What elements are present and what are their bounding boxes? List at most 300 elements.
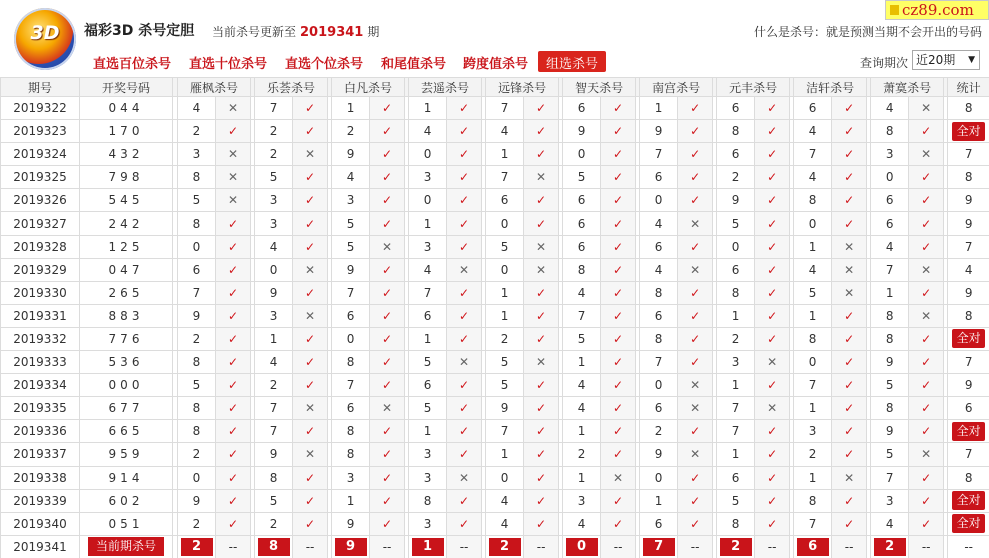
check-icon: ✓ (524, 143, 559, 166)
check-icon: ✓ (447, 397, 482, 420)
cross-icon: ✕ (216, 143, 251, 166)
issue-cell: 2019328 (1, 235, 80, 258)
check-icon: ✓ (216, 327, 251, 350)
check-icon: ✓ (216, 397, 251, 420)
check-icon: ✓ (755, 327, 790, 350)
check-icon: ✓ (678, 166, 713, 189)
kill-number: 6 (563, 189, 601, 212)
current-kill-number: 9 (335, 538, 367, 556)
col-expert-3: 白凡杀号 (332, 78, 405, 97)
check-icon: ✓ (447, 512, 482, 535)
kill-number: 3 (255, 212, 293, 235)
check-icon: ✓ (447, 281, 482, 304)
page-title: 福彩3D 杀号定胆 (84, 23, 195, 39)
kill-number: 5 (409, 397, 447, 420)
kill-number: 8 (794, 489, 832, 512)
check-icon: ✓ (370, 212, 405, 235)
current-kill-number: 0 (566, 538, 598, 556)
kill-number: 3 (871, 143, 909, 166)
kill-number: 0 (178, 235, 216, 258)
kill-number: 2 (640, 420, 678, 443)
check-icon: ✓ (447, 327, 482, 350)
check-icon: ✓ (909, 235, 944, 258)
check-icon: ✓ (524, 212, 559, 235)
check-icon: ✓ (755, 97, 790, 120)
check-icon: ✓ (678, 120, 713, 143)
stat-cell: 8 (948, 304, 989, 327)
kill-number: 6 (871, 212, 909, 235)
kill-number: 4 (255, 235, 293, 258)
pending-mark: -- (447, 535, 482, 558)
check-icon: ✓ (909, 212, 944, 235)
cross-icon: ✕ (909, 97, 944, 120)
cross-icon: ✕ (216, 189, 251, 212)
issue-cell: 2019327 (1, 212, 80, 235)
kill-number: 8 (255, 466, 293, 489)
cross-icon: ✕ (524, 166, 559, 189)
current-kill-cell (871, 535, 909, 558)
check-icon: ✓ (909, 351, 944, 374)
kill-number: 3 (255, 304, 293, 327)
kill-number: 8 (178, 212, 216, 235)
kill-number: 3 (332, 189, 370, 212)
table-row (1, 327, 989, 350)
check-icon: ✓ (909, 166, 944, 189)
pending-mark: -- (755, 535, 790, 558)
table-row (1, 189, 989, 212)
draw-number: 677 (80, 397, 173, 420)
kill-number: 7 (640, 143, 678, 166)
issue-cell: 2019331 (1, 304, 80, 327)
kill-number: 8 (717, 512, 755, 535)
stat-cell: 4 (948, 258, 989, 281)
check-icon: ✓ (755, 466, 790, 489)
kill-number: 8 (717, 281, 755, 304)
kill-number: 2 (563, 443, 601, 466)
update-suffix: 期 (367, 25, 380, 39)
current-kill-number: 7 (643, 538, 675, 556)
check-icon: ✓ (832, 443, 867, 466)
kill-number: 6 (640, 235, 678, 258)
kill-number: 3 (794, 420, 832, 443)
pending-mark: -- (601, 535, 636, 558)
kill-number: 5 (717, 489, 755, 512)
draw-number: 044 (80, 97, 173, 120)
kill-number: 9 (871, 420, 909, 443)
kill-number: 9 (717, 189, 755, 212)
site-square-icon (890, 5, 899, 15)
check-icon: ✓ (370, 443, 405, 466)
draw-number: 776 (80, 327, 173, 350)
header (0, 0, 989, 76)
chevron-down-icon: ▼ (968, 55, 975, 65)
kill-number: 4 (640, 258, 678, 281)
draw-number: 536 (80, 351, 173, 374)
check-icon: ✓ (293, 281, 328, 304)
check-icon: ✓ (755, 258, 790, 281)
kill-number: 1 (255, 327, 293, 350)
kill-number: 5 (178, 374, 216, 397)
kill-number: 1 (640, 489, 678, 512)
draw-number: 883 (80, 304, 173, 327)
kill-number: 2 (794, 443, 832, 466)
kill-number: 0 (255, 258, 293, 281)
kill-number: 1 (486, 443, 524, 466)
kill-number: 3 (409, 235, 447, 258)
current-kill-number: 6 (797, 538, 829, 556)
col-draw: 开奖号码 (80, 78, 173, 97)
cross-icon: ✕ (216, 97, 251, 120)
all-correct-badge: 全对 (952, 491, 985, 510)
kill-number: 3 (717, 351, 755, 374)
update-info (212, 23, 379, 40)
table-row (1, 212, 989, 235)
period-select[interactable] (912, 50, 980, 70)
current-kill-number: 2 (181, 538, 213, 556)
kill-number: 5 (332, 212, 370, 235)
kill-number: 7 (486, 166, 524, 189)
kill-number: 7 (640, 351, 678, 374)
issue-cell: 2019325 (1, 166, 80, 189)
kill-number: 5 (178, 189, 216, 212)
table-header-row (1, 78, 989, 97)
stat-cell (948, 512, 989, 535)
col-expert-2: 乐荟杀号 (255, 78, 328, 97)
kill-number: 6 (409, 374, 447, 397)
kill-number: 4 (563, 397, 601, 420)
current-kill-cell (794, 535, 832, 558)
check-icon: ✓ (447, 212, 482, 235)
current-kill-cell (717, 535, 755, 558)
all-correct-badge: 全对 (952, 329, 985, 348)
kill-number: 6 (409, 304, 447, 327)
check-icon: ✓ (601, 166, 636, 189)
check-icon: ✓ (601, 489, 636, 512)
table-row (1, 166, 989, 189)
kill-number: 1 (871, 281, 909, 304)
check-icon: ✓ (678, 235, 713, 258)
draw-number: 602 (80, 489, 173, 512)
stat-cell: 7 (948, 443, 989, 466)
kill-number: 1 (794, 304, 832, 327)
kill-number: 0 (409, 143, 447, 166)
check-icon: ✓ (293, 489, 328, 512)
check-icon: ✓ (524, 304, 559, 327)
kill-number: 8 (871, 120, 909, 143)
cross-icon: ✕ (678, 443, 713, 466)
check-icon: ✓ (524, 120, 559, 143)
kill-number: 4 (794, 258, 832, 281)
check-icon: ✓ (601, 443, 636, 466)
kill-number: 2 (717, 327, 755, 350)
kill-number: 9 (255, 281, 293, 304)
stat-cell: 7 (948, 351, 989, 374)
current-kill-cell (332, 535, 370, 558)
draw-number: 798 (80, 166, 173, 189)
pending-mark: -- (293, 535, 328, 558)
kill-number: 5 (332, 235, 370, 258)
stat-cell: 8 (948, 466, 989, 489)
current-kill-number: 2 (489, 538, 521, 556)
draw-number: 959 (80, 443, 173, 466)
tab-hundreds-kill[interactable]: 直选百位杀号 (93, 57, 172, 72)
check-icon: ✓ (678, 351, 713, 374)
check-icon: ✓ (832, 143, 867, 166)
cross-icon: ✕ (447, 258, 482, 281)
kill-number: 1 (717, 374, 755, 397)
kill-number: 1 (409, 97, 447, 120)
check-icon: ✓ (447, 420, 482, 443)
check-icon: ✓ (601, 420, 636, 443)
kill-number: 6 (178, 258, 216, 281)
check-icon: ✓ (755, 420, 790, 443)
current-kill-cell (563, 535, 601, 558)
check-icon: ✓ (370, 512, 405, 535)
check-icon: ✓ (832, 189, 867, 212)
table-row (1, 374, 989, 397)
cross-icon: ✕ (755, 351, 790, 374)
check-icon: ✓ (293, 212, 328, 235)
kill-number: 1 (486, 281, 524, 304)
check-icon: ✓ (909, 281, 944, 304)
kill-number: 6 (717, 466, 755, 489)
check-icon: ✓ (216, 489, 251, 512)
kill-number: 7 (332, 374, 370, 397)
kill-number: 9 (486, 397, 524, 420)
check-icon: ✓ (678, 420, 713, 443)
check-icon: ✓ (370, 327, 405, 350)
check-icon: ✓ (909, 327, 944, 350)
check-icon: ✓ (832, 212, 867, 235)
table-row (1, 304, 989, 327)
check-icon: ✓ (755, 212, 790, 235)
kill-number: 6 (486, 189, 524, 212)
current-kill-number: 8 (258, 538, 290, 556)
check-icon: ✓ (755, 235, 790, 258)
kill-number: 8 (871, 304, 909, 327)
check-icon: ✓ (832, 351, 867, 374)
check-icon: ✓ (601, 97, 636, 120)
check-icon: ✓ (447, 120, 482, 143)
check-icon: ✓ (601, 189, 636, 212)
kill-number: 9 (563, 120, 601, 143)
issue-cell: 2019333 (1, 351, 80, 374)
current-issue-row (1, 535, 989, 558)
issue-cell: 2019339 (1, 489, 80, 512)
issue-cell: 2019326 (1, 189, 80, 212)
kill-number: 8 (332, 351, 370, 374)
kill-number: 6 (794, 97, 832, 120)
kill-number: 7 (717, 420, 755, 443)
current-kill-button[interactable]: 当前期杀号 (88, 537, 164, 556)
kill-number: 7 (255, 97, 293, 120)
draw-number: 432 (80, 143, 173, 166)
check-icon: ✓ (832, 489, 867, 512)
table-row (1, 420, 989, 443)
kill-number: 7 (871, 258, 909, 281)
kill-number: 2 (178, 120, 216, 143)
kill-number: 2 (717, 166, 755, 189)
cross-icon: ✕ (755, 397, 790, 420)
kill-number: 4 (563, 374, 601, 397)
check-icon: ✓ (832, 397, 867, 420)
cross-icon: ✕ (601, 466, 636, 489)
tab-span-kill[interactable]: 跨度值杀号 (463, 57, 529, 72)
check-icon: ✓ (447, 189, 482, 212)
cross-icon: ✕ (293, 143, 328, 166)
check-icon: ✓ (678, 327, 713, 350)
kill-number: 0 (640, 466, 678, 489)
kill-number: 1 (486, 304, 524, 327)
check-icon: ✓ (447, 374, 482, 397)
col-expert-4: 芸遥杀号 (409, 78, 482, 97)
stat-cell: 9 (948, 212, 989, 235)
kill-number: 2 (178, 512, 216, 535)
cross-icon: ✕ (447, 351, 482, 374)
tab-units-kill[interactable]: 直选个位杀号 (285, 57, 364, 72)
kill-number: 0 (640, 189, 678, 212)
table-row (1, 397, 989, 420)
kill-number: 9 (332, 143, 370, 166)
issue-cell: 2019332 (1, 327, 80, 350)
kill-number: 0 (409, 189, 447, 212)
kill-number: 1 (794, 397, 832, 420)
stat-cell: 9 (948, 189, 989, 212)
kill-number: 1 (486, 143, 524, 166)
kill-number: 9 (640, 443, 678, 466)
check-icon: ✓ (216, 351, 251, 374)
kill-number: 1 (409, 212, 447, 235)
kill-number: 8 (409, 489, 447, 512)
kill-number: 6 (640, 304, 678, 327)
kill-number: 8 (178, 420, 216, 443)
check-icon: ✓ (601, 512, 636, 535)
check-icon: ✓ (909, 489, 944, 512)
check-icon: ✓ (293, 466, 328, 489)
stat-cell: 8 (948, 97, 989, 120)
update-prefix: 当前杀号更新至 (212, 25, 297, 39)
kill-number: 0 (794, 212, 832, 235)
cross-icon: ✕ (293, 397, 328, 420)
kill-number: 8 (640, 281, 678, 304)
kill-number: 1 (794, 466, 832, 489)
kill-number: 0 (486, 258, 524, 281)
cross-icon: ✕ (370, 397, 405, 420)
kill-number: 4 (871, 512, 909, 535)
kill-number: 1 (717, 443, 755, 466)
check-icon: ✓ (293, 235, 328, 258)
check-icon: ✓ (370, 120, 405, 143)
check-icon: ✓ (524, 397, 559, 420)
kill-number: 7 (255, 397, 293, 420)
kill-number: 0 (486, 466, 524, 489)
cross-icon: ✕ (909, 143, 944, 166)
tab-group-kill[interactable]: 组选杀号 (538, 51, 606, 72)
cross-icon: ✕ (909, 258, 944, 281)
logo-text: 3D (30, 22, 60, 44)
cross-icon: ✕ (524, 351, 559, 374)
stat-cell (948, 120, 989, 143)
kill-number: 8 (794, 327, 832, 350)
col-expert-5: 远锋杀号 (486, 78, 559, 97)
kill-number: 1 (332, 97, 370, 120)
check-icon: ✓ (370, 466, 405, 489)
check-icon: ✓ (370, 166, 405, 189)
check-icon: ✓ (678, 97, 713, 120)
kill-number: 4 (871, 97, 909, 120)
cross-icon: ✕ (678, 374, 713, 397)
kill-number: 5 (871, 443, 909, 466)
kill-number: 4 (794, 120, 832, 143)
kill-number: 2 (178, 327, 216, 350)
kill-number: 8 (178, 397, 216, 420)
check-icon: ✓ (293, 374, 328, 397)
check-icon: ✓ (216, 281, 251, 304)
kill-number: 4 (409, 120, 447, 143)
check-icon: ✓ (678, 281, 713, 304)
kill-number: 6 (332, 397, 370, 420)
kill-number: 6 (563, 212, 601, 235)
check-icon: ✓ (755, 281, 790, 304)
pending-mark: -- (832, 535, 867, 558)
pending-mark: -- (678, 535, 713, 558)
table-row (1, 281, 989, 304)
tab-tens-kill[interactable]: 直选十位杀号 (189, 57, 268, 72)
issue-cell: 2019341 (1, 535, 80, 558)
check-icon: ✓ (293, 327, 328, 350)
table-row (1, 443, 989, 466)
kill-number: 3 (563, 489, 601, 512)
kill-number: 2 (255, 120, 293, 143)
table-row (1, 351, 989, 374)
site-badge[interactable] (885, 0, 989, 20)
check-icon: ✓ (909, 120, 944, 143)
pending-mark: -- (524, 535, 559, 558)
kill-number: 7 (409, 281, 447, 304)
kill-number: 3 (409, 443, 447, 466)
check-icon: ✓ (601, 304, 636, 327)
kill-number: 0 (794, 351, 832, 374)
current-kill-number: 2 (720, 538, 752, 556)
cross-icon: ✕ (678, 258, 713, 281)
check-icon: ✓ (370, 351, 405, 374)
cross-icon: ✕ (524, 258, 559, 281)
kill-number: 9 (178, 489, 216, 512)
kill-number: 0 (871, 166, 909, 189)
period-value: 近20期 (916, 53, 956, 67)
check-icon: ✓ (755, 120, 790, 143)
cross-icon: ✕ (678, 212, 713, 235)
check-icon: ✓ (678, 189, 713, 212)
check-icon: ✓ (370, 97, 405, 120)
table-row (1, 97, 989, 120)
kill-number: 0 (178, 466, 216, 489)
current-kill-number: 2 (874, 538, 906, 556)
kill-number: 0 (332, 327, 370, 350)
kill-number: 7 (794, 512, 832, 535)
kill-number: 8 (178, 166, 216, 189)
kill-number: 6 (563, 235, 601, 258)
table-row (1, 466, 989, 489)
table-row (1, 120, 989, 143)
kill-number: 1 (794, 235, 832, 258)
kill-number: 6 (640, 397, 678, 420)
tab-sum-tail-kill[interactable]: 和尾值杀号 (381, 57, 447, 72)
check-icon: ✓ (755, 166, 790, 189)
table-row (1, 489, 989, 512)
issue-cell: 2019335 (1, 397, 80, 420)
kill-number: 8 (871, 327, 909, 350)
